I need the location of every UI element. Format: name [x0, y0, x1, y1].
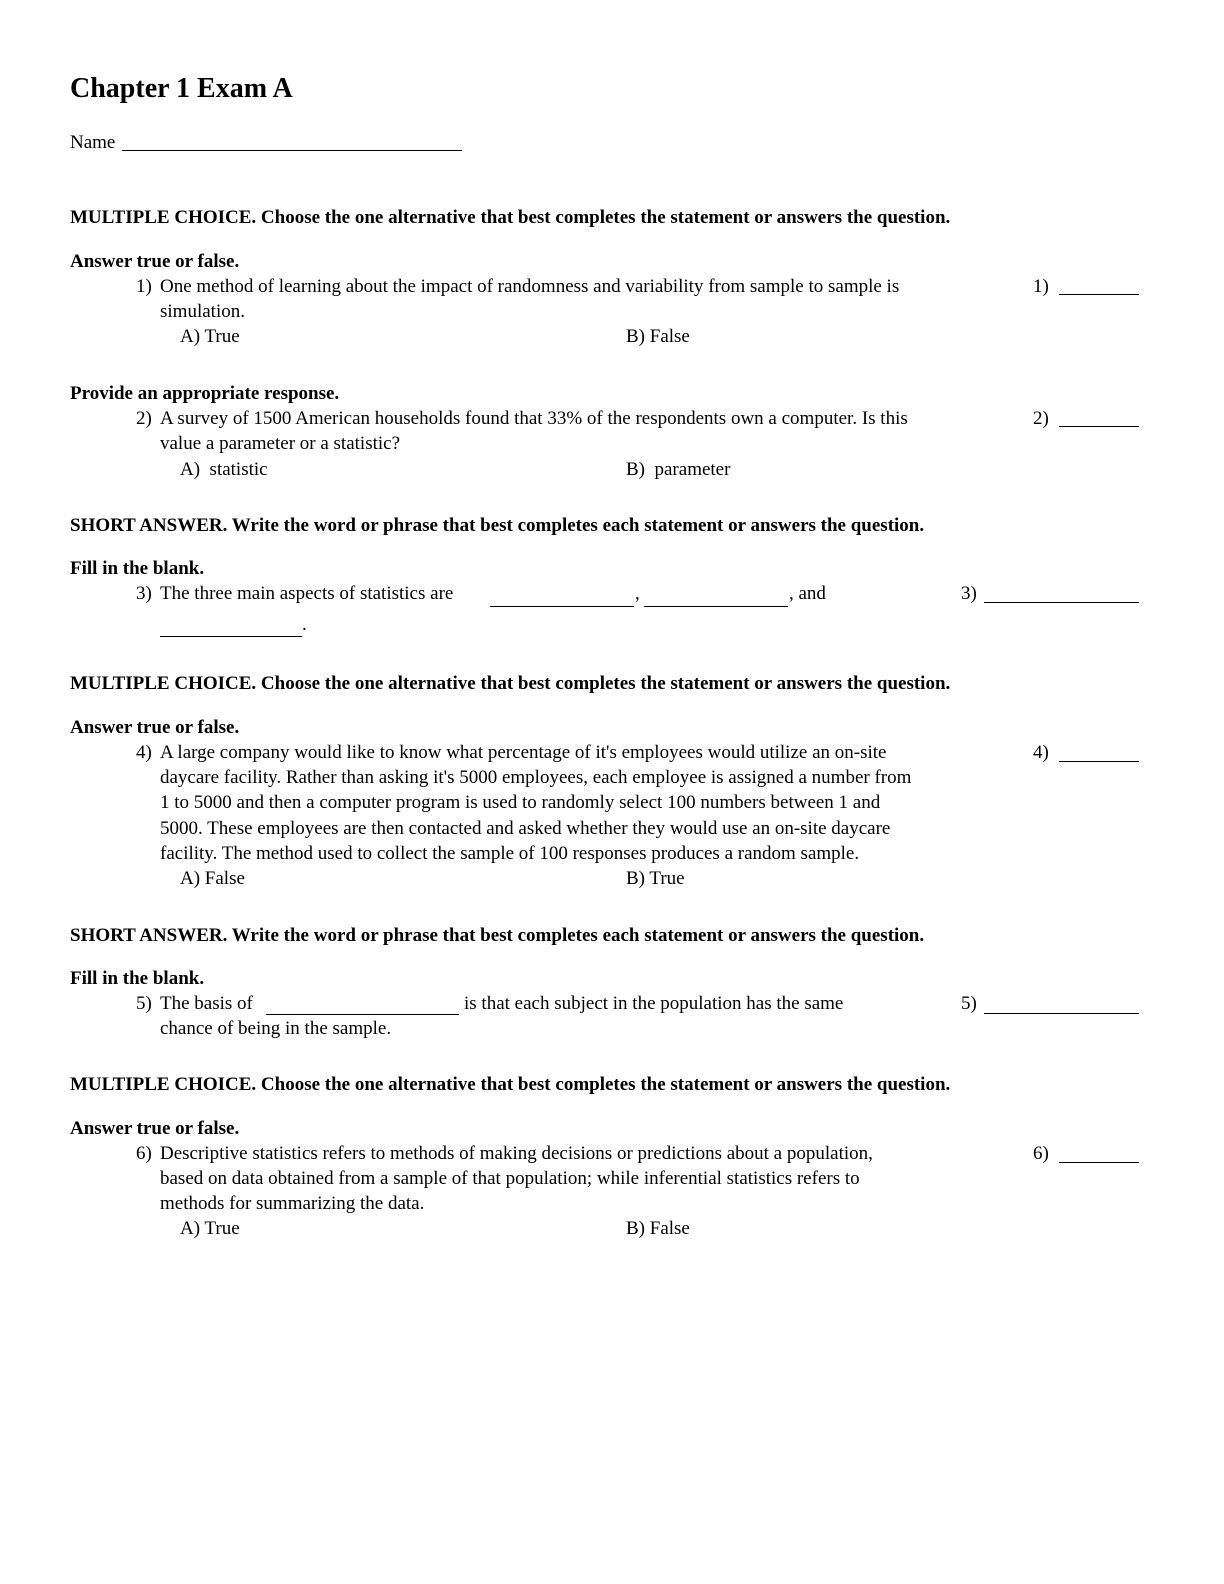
question-text: facility. The method used to collect the sample of 100 responses produces a random sample.	[160, 843, 860, 864]
question-text: 5000. These employees are then contacted and asked whether they would use an on-site daycare	[160, 818, 891, 839]
answer-number: 1)	[1033, 276, 1049, 297]
option-a[interactable]: A) False	[180, 868, 245, 889]
answer-number: 2)	[1033, 408, 1049, 429]
answer-number: 4)	[1033, 742, 1049, 763]
answer-number: 5)	[961, 993, 977, 1014]
answer-blank[interactable]	[1059, 426, 1139, 427]
instruction-true-false: Answer true or false.	[70, 717, 240, 738]
question-text: based on data obtained from a sample of that population; while inferential statistics refers to	[160, 1168, 860, 1189]
fill-blank[interactable]	[266, 1014, 459, 1015]
instruction-fill-blank: Fill in the blank.	[70, 968, 205, 989]
instruction-true-false: Answer true or false.	[70, 251, 240, 272]
question-text: simulation.	[160, 301, 245, 322]
fill-blank-3[interactable]	[160, 636, 302, 637]
instruction-appropriate-response: Provide an appropriate response.	[70, 383, 340, 404]
question-number: 1)	[136, 276, 152, 297]
question-text: The basis of	[160, 993, 253, 1014]
answer-blank[interactable]	[1059, 294, 1139, 295]
section-heading-multiple-choice: MULTIPLE CHOICE. Choose the one alternative that best completes the statement or answers the question.	[70, 1074, 951, 1095]
instruction-fill-blank: Fill in the blank.	[70, 558, 205, 579]
name-field[interactable]	[122, 150, 462, 151]
answer-blank[interactable]	[984, 602, 1139, 603]
question-number: 6)	[136, 1143, 152, 1164]
question-text: 1 to 5000 and then a computer program is used to randomly select 100 numbers between 1 and	[160, 792, 881, 813]
option-b[interactable]: B) True	[626, 868, 685, 889]
question-text: value a parameter or a statistic?	[160, 433, 401, 454]
period: .	[302, 614, 307, 635]
fill-blank-2[interactable]	[644, 606, 788, 607]
answer-number: 6)	[1033, 1143, 1049, 1164]
question-text: is that each subject in the population has the same	[464, 993, 844, 1014]
and-text: , and	[789, 583, 826, 604]
option-a[interactable]: A) True	[180, 326, 240, 347]
answer-number: 3)	[961, 583, 977, 604]
question-text: daycare facility. Rather than asking it's 5000 employees, each employee is assigned a number from	[160, 767, 912, 788]
fill-blank-1[interactable]	[490, 606, 634, 607]
question-text: One method of learning about the impact of randomness and variability from sample to sample is	[160, 276, 900, 297]
question-number: 2)	[136, 408, 152, 429]
instruction-true-false: Answer true or false.	[70, 1118, 240, 1139]
question-number: 4)	[136, 742, 152, 763]
answer-blank[interactable]	[984, 1013, 1139, 1014]
option-b[interactable]: B) parameter	[626, 459, 731, 480]
comma: ,	[635, 583, 640, 604]
question-number: 5)	[136, 993, 152, 1014]
question-text: A large company would like to know what percentage of it's employees would utilize an on-site	[160, 742, 887, 763]
option-b[interactable]: B) False	[626, 1218, 690, 1239]
question-text: Descriptive statistics refers to methods of making decisions or predictions about a population,	[160, 1143, 873, 1164]
question-text: methods for summarizing the data.	[160, 1193, 425, 1214]
section-heading-multiple-choice: MULTIPLE CHOICE. Choose the one alternative that best completes the statement or answers the question.	[70, 207, 951, 228]
option-b[interactable]: B) False	[626, 326, 690, 347]
answer-blank[interactable]	[1059, 761, 1139, 762]
question-text: The three main aspects of statistics are	[160, 583, 454, 604]
question-text: A survey of 1500 American households found that 33% of the respondents own a computer. Is this	[160, 408, 908, 429]
name-label: Name	[70, 132, 116, 153]
section-heading-short-answer: SHORT ANSWER. Write the word or phrase that best completes each statement or answers the question.	[70, 925, 925, 946]
question-number: 3)	[136, 583, 152, 604]
option-a[interactable]: A) True	[180, 1218, 240, 1239]
page-title: Chapter 1 Exam A	[70, 73, 293, 104]
section-heading-short-answer: SHORT ANSWER. Write the word or phrase that best completes each statement or answers the question.	[70, 515, 925, 536]
option-a[interactable]: A) statistic	[180, 459, 268, 480]
section-heading-multiple-choice: MULTIPLE CHOICE. Choose the one alternative that best completes the statement or answers the question.	[70, 673, 951, 694]
answer-blank[interactable]	[1059, 1162, 1139, 1163]
question-text: chance of being in the sample.	[160, 1018, 392, 1039]
